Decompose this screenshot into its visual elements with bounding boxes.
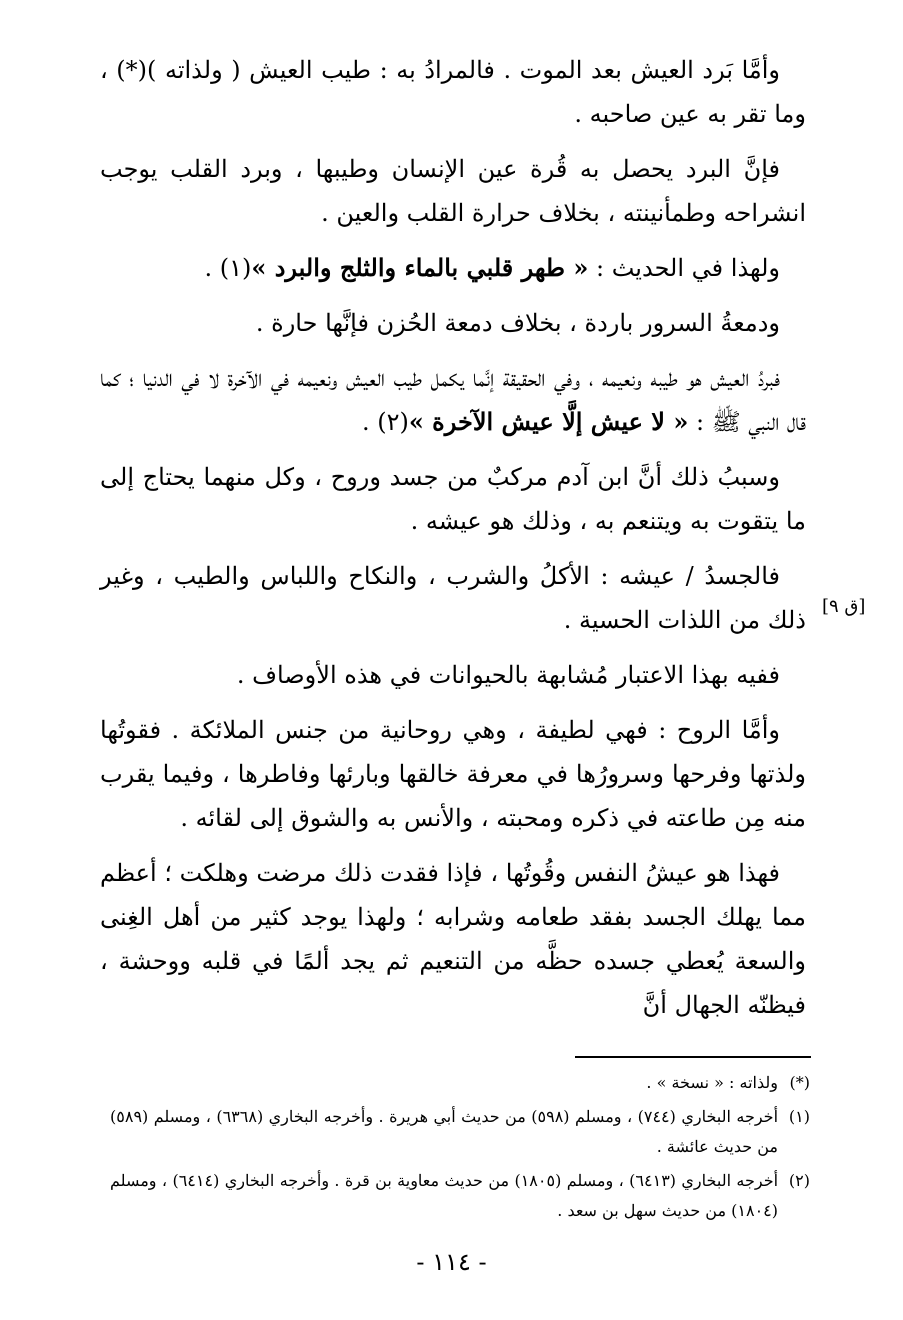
page-number: - ١١٤ - bbox=[416, 1248, 487, 1276]
paragraph-text: ففيه بهذا الاعتبار مُشابهة بالحيوانات في هذه الأوصاف . bbox=[236, 661, 780, 689]
paragraph-text: وأمَّا الروح : فهي لطيفة ، وهي روحانية من جنس الملائكة . فقوتُها ولذتها وفرحها وسرورُها في معرفة خالقها وبارئها وفاطرها ، وفيما يقرب منه مِن طاعته في ذكره ومحبته ، والأنس به والشوق إلى لقائه . bbox=[100, 716, 806, 832]
paragraph bbox=[100, 147, 806, 235]
paragraph-text: (١) . bbox=[204, 254, 252, 282]
paragraph bbox=[100, 851, 806, 1027]
footnote-marker: (٢) bbox=[788, 1171, 810, 1190]
paragraph bbox=[100, 246, 806, 290]
manuscript-folio-marker: [ق ٩] bbox=[822, 596, 866, 617]
paragraph bbox=[100, 48, 806, 136]
paragraph-text: وأمَّا بَرد العيش بعد الموت . فالمرادُ به : طيب العيش ( ولذاته )(*) ، وما تقر به عين صاحبه . bbox=[100, 56, 806, 128]
footnote bbox=[110, 1068, 810, 1098]
footnote bbox=[110, 1166, 810, 1226]
footnote-text: أخرجه البخاري (٦٤١٣) ، ومسلم (١٨٠٥) من حديث معاوية بن قرة . وأخرجه البخاري (٦٤١٤) ، ومسلم (١٨٠٤) من حديث سهل بن سعد . bbox=[110, 1171, 779, 1220]
paragraph-text: ودمعةُ السرور باردة ، بخلاف دمعة الحُزن فإنَّها حارة . bbox=[255, 309, 780, 337]
paragraph-text: فبردُ العيش هو طيبه ونعيمه ، وفي الحقيقة إنَّما يكمل طيب العيش ونعيمه في الآخرة لا في الدنيا ؛ كما قال النبي ﷺ : bbox=[100, 364, 806, 436]
paragraph-text: فإنَّ البرد يحصل به قُرة عين الإنسان وطيبها ، وبرد القلب يوجب انشراحه وطمأنينته ، بخلاف حرارة القلب والعين . bbox=[100, 155, 806, 227]
paragraph-text: ولهذا في الحديث : bbox=[588, 254, 780, 282]
paragraph bbox=[100, 455, 806, 543]
footnote-marker: (*) bbox=[789, 1073, 810, 1092]
paragraph bbox=[100, 653, 806, 697]
paragraph bbox=[100, 356, 806, 444]
paragraph-text: (٢) . bbox=[361, 408, 409, 436]
footnote-text: ولذاته : « نسخة » . bbox=[646, 1073, 778, 1092]
hadith-quote: « طهر قلبي بالماء والثلج والبرد » bbox=[251, 253, 589, 282]
footnote-marker: (١) bbox=[788, 1107, 810, 1126]
paragraph-text: فالجسدُ / عيشه : الأكلُ والشرب ، والنكاح واللباس والطيب ، وغير ذلك من اللذات الحسية . bbox=[100, 562, 806, 634]
hadith-quote: « لا عيش إلَّا عيش الآخرة » bbox=[408, 407, 689, 436]
footnote-divider bbox=[575, 1056, 811, 1058]
paragraph-text: فهذا هو عيشُ النفس وقُوتُها ، فإذا فقدت ذلك مرضت وهلكت ؛ أعظم مما يهلك الجسد بفقد طعامه وشرابه ؛ ولهذا يوجد كثير من أهل الغِنى والسعة يُعطي جسده حظَّه من التنعيم ثم يجد ألمًا في قلبه ووحشة ، فيظنّه الجهال أنَّ bbox=[100, 859, 806, 1019]
main-text bbox=[100, 48, 806, 1038]
footnote bbox=[110, 1102, 810, 1162]
footnote-text: أخرجه البخاري (٧٤٤) ، ومسلم (٥٩٨) من حديث أبي هريرة . وأخرجه البخاري (٦٣٦٨) ، ومسلم (٥٨٩) من حديث عائشة . bbox=[110, 1107, 779, 1156]
paragraph bbox=[100, 301, 806, 345]
paragraph-text: وسببُ ذلك أنَّ ابن آدم مركبٌ من جسد وروح ، وكل منهما يحتاج إلى ما يتقوت به ويتنعم به ، وذلك هو عيشه . bbox=[100, 463, 806, 535]
paragraph bbox=[100, 708, 806, 840]
footnotes bbox=[110, 1068, 810, 1230]
paragraph bbox=[100, 554, 806, 642]
